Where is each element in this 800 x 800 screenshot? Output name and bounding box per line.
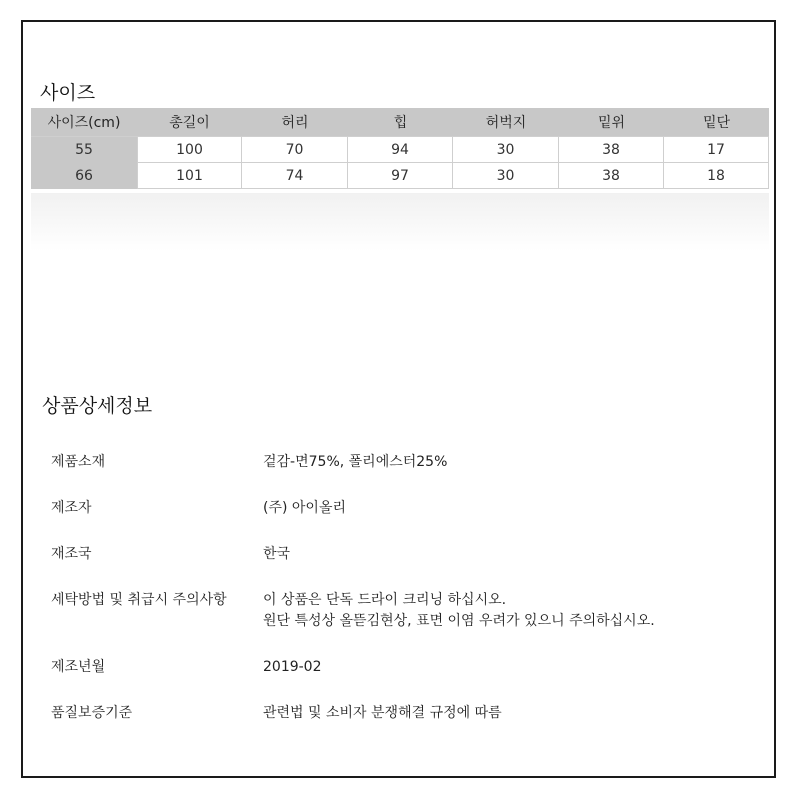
detail-value-line: 원단 특성상 올뜯김현상, 표면 이염 우려가 있으니 주의하십시오.	[263, 613, 655, 629]
detail-label: 세탁방법 및 취급시 주의사항	[51, 592, 227, 608]
detail-value	[263, 590, 655, 632]
detail-value-line: 겉감-면75%, 폴리에스터25%	[263, 454, 448, 470]
row-size-label: 66	[31, 163, 137, 189]
table-cell: 17	[664, 136, 769, 163]
detail-value	[263, 544, 290, 565]
detail-label: 제품소재	[51, 454, 106, 470]
detail-value-line: 관련법 및 소비자 분쟁해결 규정에 따름	[263, 705, 502, 721]
details-section-title: 상품상세정보	[42, 395, 153, 417]
detail-value-line: (주) 아이올리	[263, 500, 346, 516]
table-cell: 70	[242, 136, 348, 163]
table-cell: 97	[348, 163, 453, 189]
header-hem: 밑단	[664, 108, 769, 136]
size-table	[31, 108, 769, 189]
table-cell: 94	[348, 136, 453, 163]
detail-row-manufacture-date	[51, 657, 751, 678]
detail-value	[263, 452, 447, 473]
table-cell: 30	[453, 136, 559, 163]
detail-label: 제조년월	[51, 659, 106, 675]
gradient-band	[31, 193, 769, 251]
detail-value-line: 이 상품은 단독 드라이 크리닝 하십시오.	[263, 592, 507, 608]
table-cell: 101	[137, 163, 242, 189]
header-size: 사이즈(cm)	[31, 108, 137, 136]
table-cell: 38	[559, 136, 664, 163]
header-hip: 힙	[348, 108, 453, 136]
detail-value	[263, 498, 346, 519]
header-rise: 밑위	[559, 108, 664, 136]
details-list	[51, 452, 751, 749]
detail-row-manufacturer	[51, 498, 751, 519]
table-cell: 38	[559, 163, 664, 189]
row-size-label: 55	[31, 136, 137, 163]
table-cell: 30	[453, 163, 559, 189]
table-cell: 18	[664, 163, 769, 189]
detail-label: 품질보증기준	[51, 705, 133, 721]
detail-value	[263, 657, 322, 678]
detail-row-country	[51, 544, 751, 565]
detail-value-line: 2019-02	[263, 659, 322, 675]
size-table-header-row	[31, 108, 769, 136]
table-cell: 100	[137, 136, 242, 163]
size-section-title: 사이즈	[40, 82, 96, 104]
detail-label: 재조국	[51, 546, 92, 562]
detail-row-material	[51, 452, 751, 473]
detail-row-warranty	[51, 703, 751, 724]
detail-value-line: 한국	[263, 546, 291, 562]
table-row	[31, 136, 769, 163]
header-waist: 허리	[242, 108, 348, 136]
table-row	[31, 163, 769, 189]
detail-value	[263, 703, 502, 724]
header-total-length: 총길이	[137, 108, 242, 136]
detail-label: 제조자	[51, 500, 92, 516]
detail-row-care	[51, 590, 751, 632]
header-thigh: 허벅지	[453, 108, 559, 136]
table-cell: 74	[242, 163, 348, 189]
